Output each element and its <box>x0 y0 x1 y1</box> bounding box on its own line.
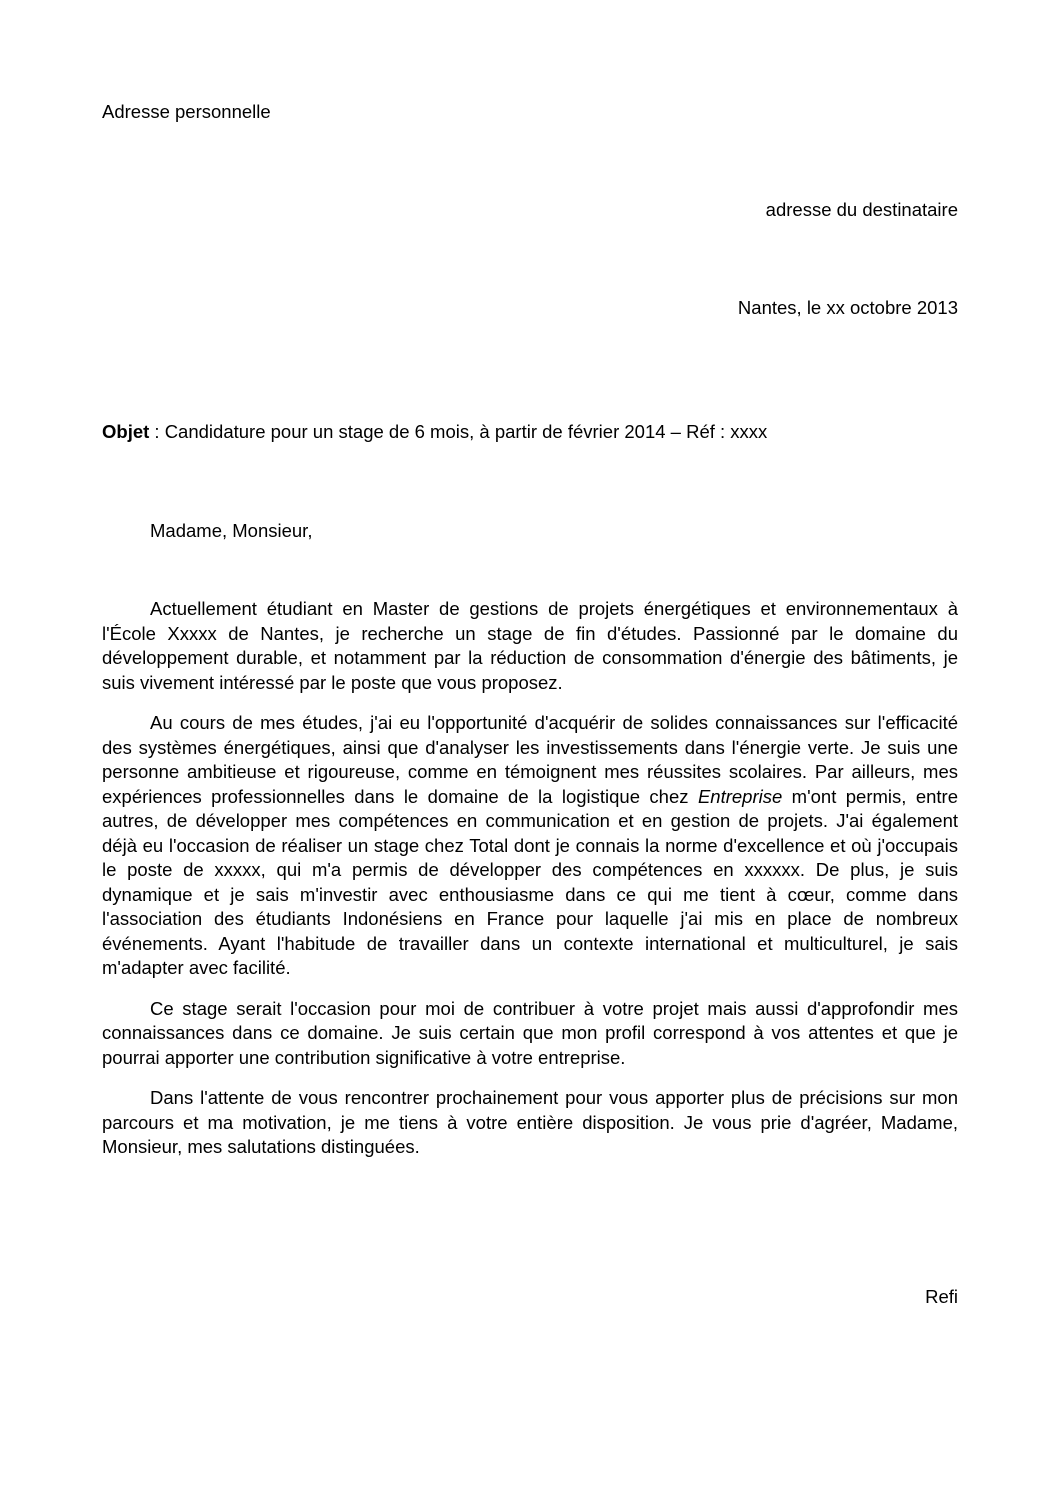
signature: Refi <box>925 1286 958 1307</box>
paragraph-experience <box>102 711 958 981</box>
company-name: Entreprise <box>697 785 783 807</box>
paragraph-motivation: Ce stage serait l'occasion pour moi de contribuer à votre projet mais aussi d'approfondir mes connaissances dans ce domaine. Je suis certain que mon profil correspond à vos attentes et que je pourrai apporter une contribution significative à votre entreprise. <box>102 997 958 1068</box>
subject-text: : Candidature pour un stage de 6 mois, à partir de février 2014 – Réf : xxxx <box>149 421 768 442</box>
paragraph-experience-part-1: Au cours de mes études, j'ai eu l'opportunité d'acquérir de solides connaissances sur l'efficacité des systèmes énergétiques, ainsi que d'analyser les investissements dans l'énergie verte. Je suis une personne ambitieuse et rigoureuse, comme en témoignent mes réussites scolaires. Par ailleurs, mes expériences professionnelles dans le domaine de la logistique chez <box>102 712 958 807</box>
sender-address: Adresse personnelle <box>102 101 271 122</box>
subject-line <box>102 421 767 443</box>
paragraph-intro: Actuellement étudiant en Master de gestions de projets énergétiques et environnementaux à l'École Xxxxx de Nantes, je recherche un stage de fin d'études. Passionné par le domaine du développement durable, et notamment par la réduction de consommation d'énergie des bâtiments, je suis vivement intéressé par le poste que vous proposez. <box>102 598 958 693</box>
recipient-address: adresse du destinataire <box>765 199 958 220</box>
date-line: Nantes, le xx octobre 2013 <box>737 297 958 318</box>
letter-body <box>102 597 958 1176</box>
salutation: Madame, Monsieur, <box>150 520 313 541</box>
paragraph-experience-part-2: m'ont permis, entre autres, de développer mes compétences en communication et en gestion de projets. J'ai également déjà eu l'occasion de réaliser un stage chez Total dont je connais la norme d'excellence et où j'occupais le poste de xxxxx, qui m'a permis de développer des compétences en xxxxxx. De plus, je suis dynamique et je sais m'investir avec enthousiasme dans ce qui me tient à cœur, comme dans l'association des étudiants Indonésiens en France pour laquelle j'ai mis en place de nombreux événements. Ayant l'habitude de travailler dans un contexte international et multiculturel, je sais m'adapter avec facilité. <box>102 785 959 978</box>
subject-label: Objet <box>102 421 150 442</box>
paragraph-closing: Dans l'attente de vous rencontrer prochainement pour vous apporter plus de précisions sur mon parcours et ma motivation, je me tiens à votre entière disposition. Je vous prie d'agréer, Madame, Monsieur, mes salutations distinguées. <box>102 1087 958 1157</box>
